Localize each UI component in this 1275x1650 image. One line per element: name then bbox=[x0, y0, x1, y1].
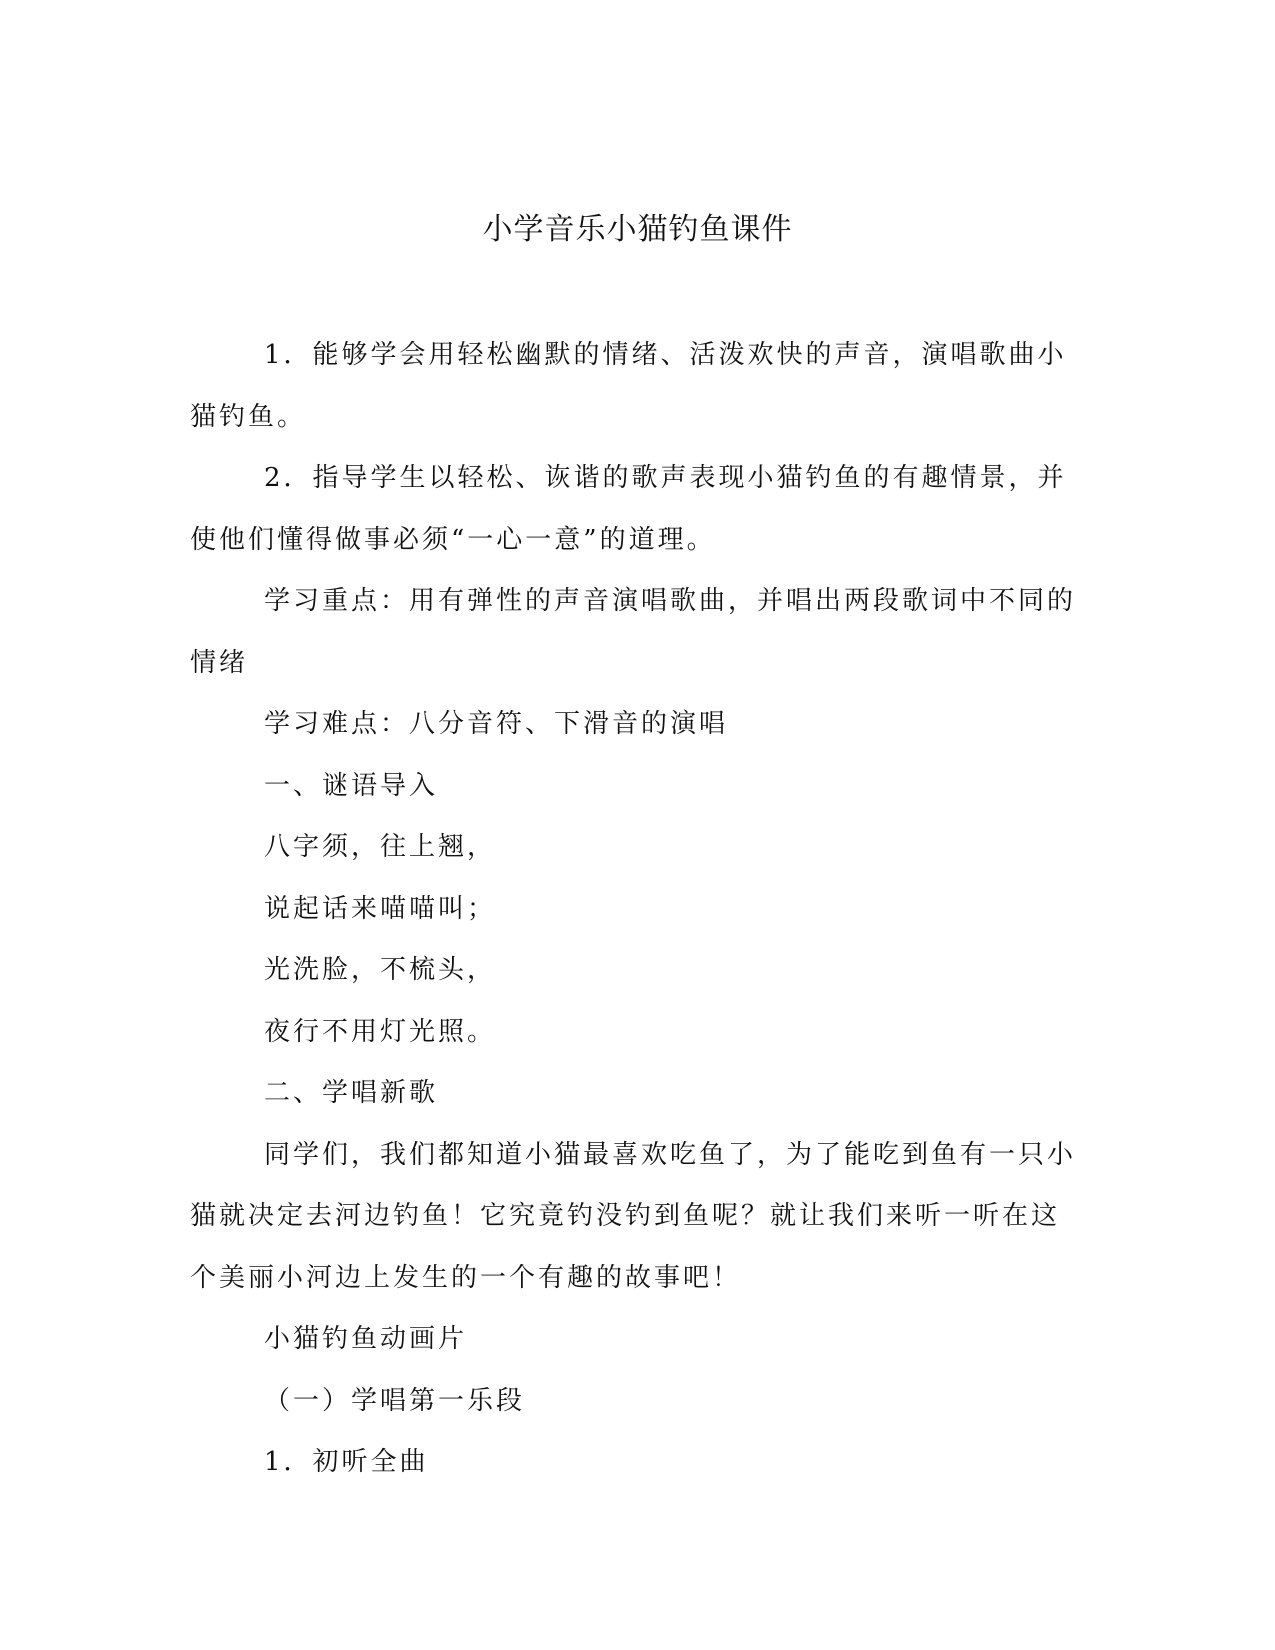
riddle-line: 说起话来喵喵叫； bbox=[264, 893, 497, 924]
difficult-point: 学习难点：八分音符、下滑音的演唱 bbox=[264, 709, 729, 739]
objective-2: 2．指导学生以轻松、诙谐的歌声表现小猫钓鱼的有趣情景，并使他们懂得做事必须“一心一意”的道理。 bbox=[190, 463, 1067, 555]
key-point: 学习重点：用有弹性的声音演唱歌曲，并唱出两段歌词中不同的情绪 bbox=[190, 586, 1077, 678]
subsection-1-heading: （一）学唱第一乐段 bbox=[264, 1385, 526, 1416]
riddle-line: 夜行不用灯光照。 bbox=[264, 1016, 497, 1047]
riddle-line: 八字须，往上翘， bbox=[264, 832, 497, 862]
section-2-heading: 二、学唱新歌 bbox=[264, 1078, 439, 1108]
section-1-heading: 一、谜语导入 bbox=[264, 770, 439, 801]
animation-label: 小猫钓鱼动画片 bbox=[264, 1324, 468, 1354]
document-title: 小学音乐小猫钓鱼课件 bbox=[482, 212, 793, 247]
intro-paragraph: 同学们，我们都知道小猫最喜欢吃鱼了，为了能吃到鱼有一只小猫就决定去河边钓鱼！它究竟钓没钓到鱼呢？就让我们来听一听在这个美丽小河边上发生的一个有趣的故事吧！ bbox=[190, 1139, 1077, 1293]
objective-1: 1．能够学会用轻松幽默的情绪、活泼欢快的声音，演唱歌曲小猫钓鱼。 bbox=[190, 340, 1067, 432]
step-1: 1．初听全曲 bbox=[264, 1447, 429, 1477]
document-body bbox=[190, 325, 1080, 1494]
riddle-line: 光洗脸，不梳头， bbox=[264, 955, 497, 985]
